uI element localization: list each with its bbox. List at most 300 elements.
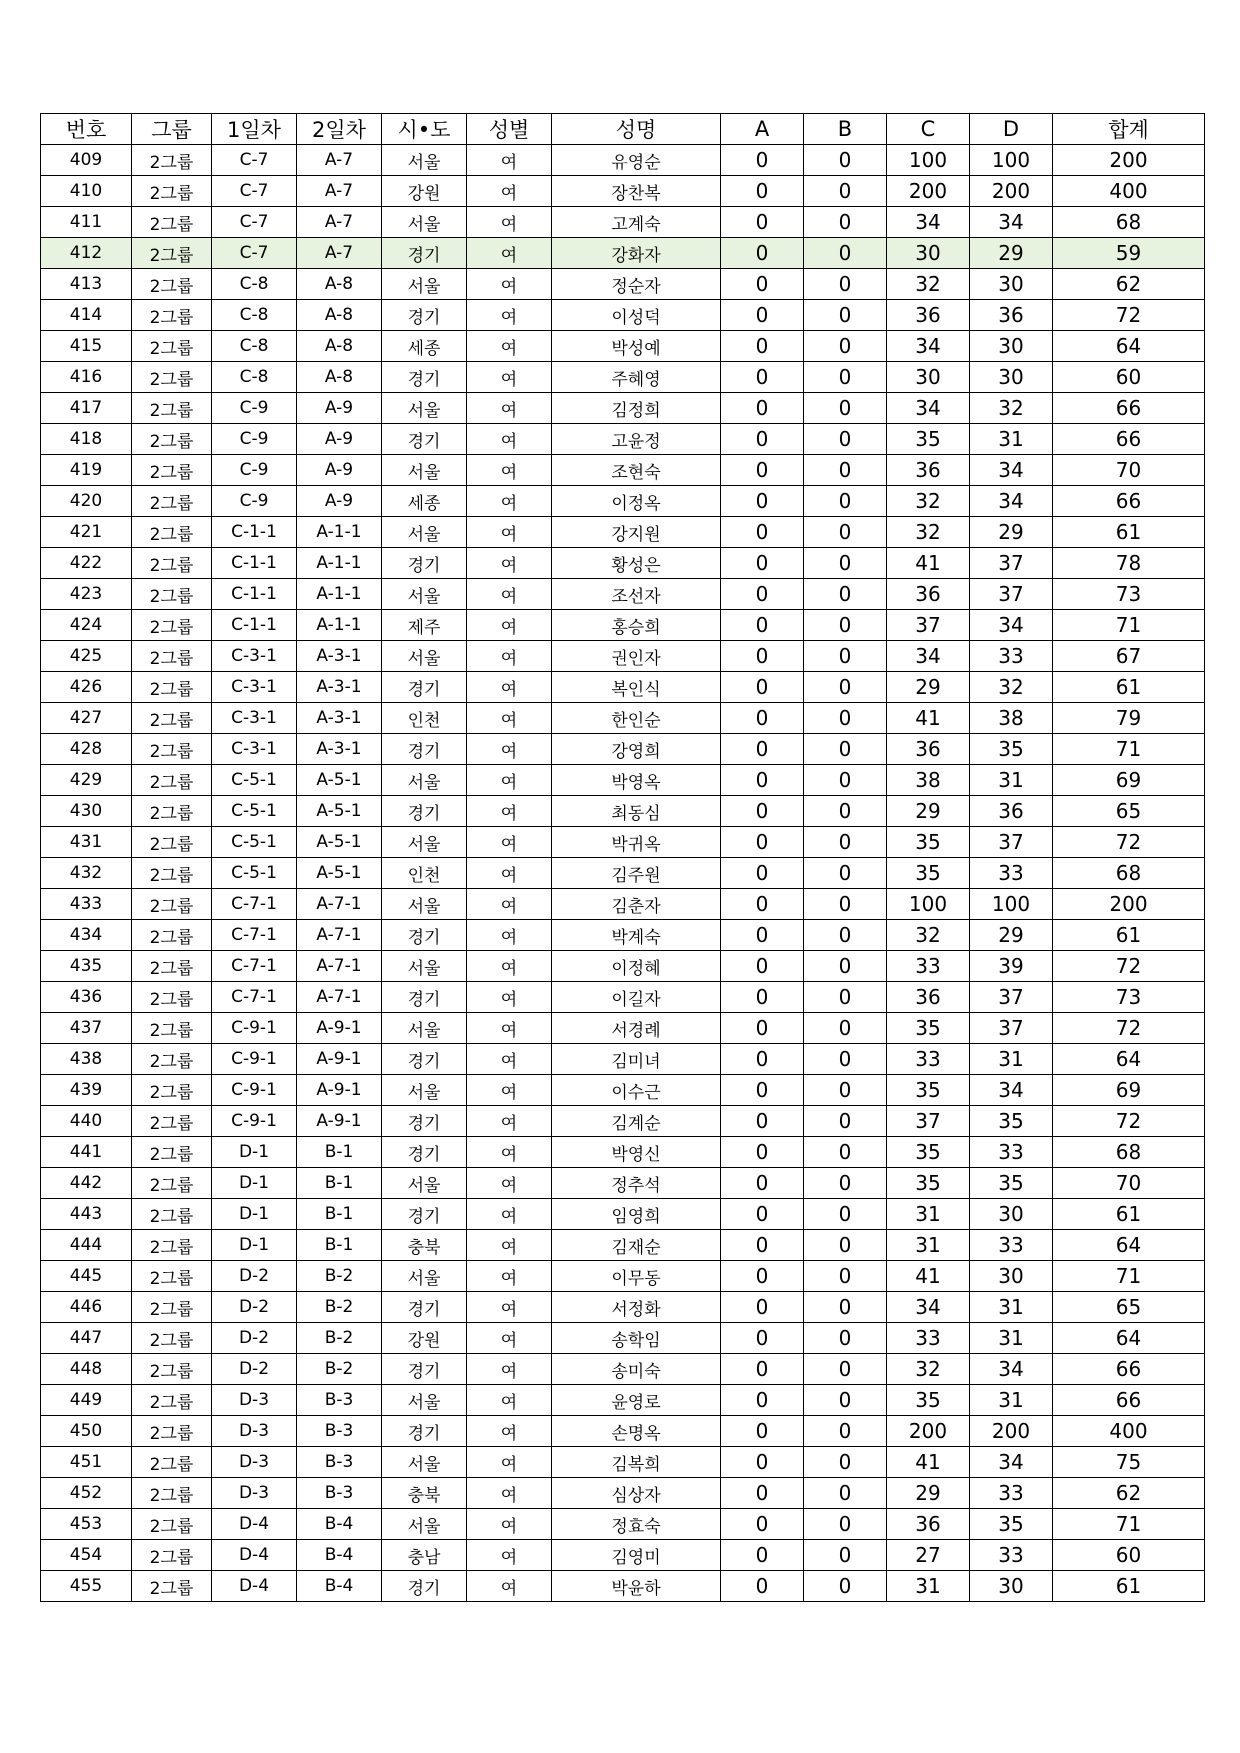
cell-score-c: 37 <box>887 1106 970 1137</box>
cell-group: 2그룹 <box>132 1385 212 1416</box>
cell-region: 경기 <box>382 238 467 269</box>
cell-day1: C-8 <box>212 362 297 393</box>
cell-score-a: 0 <box>721 827 804 858</box>
col-header-day1: 1일차 <box>212 114 297 145</box>
table-row <box>41 207 1205 238</box>
cell-score-c: 32 <box>887 920 970 951</box>
cell-day1: D-3 <box>212 1478 297 1509</box>
cell-total: 66 <box>1053 393 1205 424</box>
cell-score-b: 0 <box>804 1075 887 1106</box>
cell-group: 2그룹 <box>132 1540 212 1571</box>
cell-number: 409 <box>41 145 132 176</box>
score-table <box>40 113 1205 1602</box>
cell-score-b: 0 <box>804 734 887 765</box>
cell-gender: 여 <box>467 362 552 393</box>
cell-total: 68 <box>1053 858 1205 889</box>
cell-number: 428 <box>41 734 132 765</box>
cell-total: 65 <box>1053 796 1205 827</box>
cell-score-c: 35 <box>887 1013 970 1044</box>
cell-region: 경기 <box>382 734 467 765</box>
table-row <box>41 1261 1205 1292</box>
cell-score-a: 0 <box>721 1509 804 1540</box>
table-row <box>41 734 1205 765</box>
cell-total: 73 <box>1053 982 1205 1013</box>
cell-score-b: 0 <box>804 765 887 796</box>
cell-day2: A-9-1 <box>297 1044 382 1075</box>
cell-score-b: 0 <box>804 1261 887 1292</box>
cell-day2: B-4 <box>297 1509 382 1540</box>
cell-score-a: 0 <box>721 1540 804 1571</box>
cell-day1: C-8 <box>212 300 297 331</box>
cell-region: 강원 <box>382 1323 467 1354</box>
cell-score-c: 35 <box>887 424 970 455</box>
cell-day1: C-1-1 <box>212 579 297 610</box>
cell-day2: A-3-1 <box>297 703 382 734</box>
col-header-a: A <box>721 114 804 145</box>
cell-score-d: 32 <box>970 672 1053 703</box>
cell-region: 경기 <box>382 1354 467 1385</box>
cell-day2: A-1-1 <box>297 517 382 548</box>
table-row <box>41 331 1205 362</box>
cell-score-d: 29 <box>970 517 1053 548</box>
cell-day1: C-3-1 <box>212 672 297 703</box>
cell-day2: A-8 <box>297 300 382 331</box>
cell-region: 경기 <box>382 362 467 393</box>
cell-score-c: 35 <box>887 1168 970 1199</box>
cell-score-d: 100 <box>970 889 1053 920</box>
cell-total: 67 <box>1053 641 1205 672</box>
cell-group: 2그룹 <box>132 362 212 393</box>
cell-group: 2그룹 <box>132 641 212 672</box>
cell-gender: 여 <box>467 920 552 951</box>
cell-name: 송미숙 <box>552 1354 721 1385</box>
table-row <box>41 1478 1205 1509</box>
cell-score-c: 36 <box>887 579 970 610</box>
cell-group: 2그룹 <box>132 734 212 765</box>
cell-gender: 여 <box>467 765 552 796</box>
cell-number: 417 <box>41 393 132 424</box>
cell-score-a: 0 <box>721 300 804 331</box>
cell-day2: A-9 <box>297 393 382 424</box>
cell-score-a: 0 <box>721 1416 804 1447</box>
cell-region: 충남 <box>382 1540 467 1571</box>
cell-score-b: 0 <box>804 982 887 1013</box>
cell-day2: A-3-1 <box>297 734 382 765</box>
cell-score-b: 0 <box>804 424 887 455</box>
cell-number: 419 <box>41 455 132 486</box>
cell-gender: 여 <box>467 796 552 827</box>
cell-total: 64 <box>1053 1323 1205 1354</box>
cell-group: 2그룹 <box>132 827 212 858</box>
cell-score-a: 0 <box>721 362 804 393</box>
cell-gender: 여 <box>467 269 552 300</box>
cell-region: 서울 <box>382 1168 467 1199</box>
cell-score-d: 200 <box>970 176 1053 207</box>
cell-day1: D-1 <box>212 1168 297 1199</box>
cell-number: 423 <box>41 579 132 610</box>
cell-score-d: 29 <box>970 238 1053 269</box>
table-row <box>41 176 1205 207</box>
cell-total: 66 <box>1053 1354 1205 1385</box>
cell-score-a: 0 <box>721 1292 804 1323</box>
table-row <box>41 858 1205 889</box>
cell-name: 장찬복 <box>552 176 721 207</box>
table-row <box>41 951 1205 982</box>
cell-group: 2그룹 <box>132 1075 212 1106</box>
table-row <box>41 424 1205 455</box>
cell-score-b: 0 <box>804 145 887 176</box>
cell-name: 서경례 <box>552 1013 721 1044</box>
cell-score-c: 36 <box>887 982 970 1013</box>
cell-region: 서울 <box>382 889 467 920</box>
cell-day1: C-7-1 <box>212 982 297 1013</box>
cell-name: 이무동 <box>552 1261 721 1292</box>
cell-day2: A-5-1 <box>297 858 382 889</box>
cell-gender: 여 <box>467 889 552 920</box>
cell-score-d: 30 <box>970 362 1053 393</box>
table-row <box>41 269 1205 300</box>
table-row <box>41 393 1205 424</box>
cell-day2: B-2 <box>297 1292 382 1323</box>
cell-number: 416 <box>41 362 132 393</box>
cell-day1: C-7 <box>212 145 297 176</box>
cell-total: 200 <box>1053 145 1205 176</box>
cell-gender: 여 <box>467 1478 552 1509</box>
cell-score-d: 35 <box>970 1168 1053 1199</box>
cell-gender: 여 <box>467 1354 552 1385</box>
cell-day2: B-1 <box>297 1230 382 1261</box>
cell-score-c: 41 <box>887 1447 970 1478</box>
cell-number: 432 <box>41 858 132 889</box>
cell-score-b: 0 <box>804 1106 887 1137</box>
cell-number: 426 <box>41 672 132 703</box>
cell-score-b: 0 <box>804 703 887 734</box>
cell-name: 이수근 <box>552 1075 721 1106</box>
cell-day2: A-9-1 <box>297 1075 382 1106</box>
cell-total: 70 <box>1053 1168 1205 1199</box>
table-row <box>41 1013 1205 1044</box>
cell-score-c: 36 <box>887 300 970 331</box>
table-row <box>41 1540 1205 1571</box>
cell-gender: 여 <box>467 641 552 672</box>
cell-group: 2그룹 <box>132 765 212 796</box>
cell-day2: A-7 <box>297 207 382 238</box>
cell-gender: 여 <box>467 145 552 176</box>
cell-score-b: 0 <box>804 269 887 300</box>
cell-name: 강지원 <box>552 517 721 548</box>
cell-day2: B-3 <box>297 1478 382 1509</box>
cell-score-a: 0 <box>721 455 804 486</box>
cell-score-b: 0 <box>804 300 887 331</box>
cell-gender: 여 <box>467 1385 552 1416</box>
cell-score-d: 36 <box>970 300 1053 331</box>
cell-day1: C-1-1 <box>212 548 297 579</box>
cell-score-c: 31 <box>887 1230 970 1261</box>
cell-score-d: 29 <box>970 920 1053 951</box>
cell-score-d: 37 <box>970 827 1053 858</box>
cell-score-c: 32 <box>887 269 970 300</box>
cell-region: 제주 <box>382 610 467 641</box>
cell-score-b: 0 <box>804 827 887 858</box>
cell-total: 71 <box>1053 1509 1205 1540</box>
cell-score-b: 0 <box>804 796 887 827</box>
cell-gender: 여 <box>467 455 552 486</box>
cell-day2: A-5-1 <box>297 796 382 827</box>
cell-score-c: 31 <box>887 1199 970 1230</box>
cell-total: 61 <box>1053 672 1205 703</box>
cell-total: 71 <box>1053 1261 1205 1292</box>
cell-name: 김영미 <box>552 1540 721 1571</box>
table-row <box>41 1323 1205 1354</box>
cell-score-a: 0 <box>721 207 804 238</box>
cell-day1: D-2 <box>212 1261 297 1292</box>
cell-score-b: 0 <box>804 176 887 207</box>
cell-day1: C-7 <box>212 207 297 238</box>
cell-number: 439 <box>41 1075 132 1106</box>
table-row <box>41 1509 1205 1540</box>
cell-score-b: 0 <box>804 393 887 424</box>
cell-number: 415 <box>41 331 132 362</box>
cell-day1: C-9-1 <box>212 1106 297 1137</box>
cell-region: 서울 <box>382 579 467 610</box>
cell-score-d: 31 <box>970 1292 1053 1323</box>
cell-score-b: 0 <box>804 331 887 362</box>
cell-number: 445 <box>41 1261 132 1292</box>
cell-name: 김계순 <box>552 1106 721 1137</box>
cell-score-c: 41 <box>887 548 970 579</box>
cell-total: 60 <box>1053 362 1205 393</box>
cell-number: 431 <box>41 827 132 858</box>
table-row <box>41 145 1205 176</box>
cell-name: 유영순 <box>552 145 721 176</box>
cell-day2: A-8 <box>297 362 382 393</box>
cell-total: 62 <box>1053 1478 1205 1509</box>
cell-gender: 여 <box>467 1447 552 1478</box>
table-row <box>41 455 1205 486</box>
cell-day1: C-7-1 <box>212 951 297 982</box>
cell-score-d: 32 <box>970 393 1053 424</box>
cell-day1: C-1-1 <box>212 610 297 641</box>
cell-score-c: 35 <box>887 1137 970 1168</box>
cell-score-d: 30 <box>970 1199 1053 1230</box>
cell-gender: 여 <box>467 238 552 269</box>
cell-total: 64 <box>1053 1230 1205 1261</box>
cell-score-b: 0 <box>804 1509 887 1540</box>
cell-day1: C-9-1 <box>212 1075 297 1106</box>
cell-day1: D-4 <box>212 1509 297 1540</box>
table-row <box>41 1168 1205 1199</box>
cell-gender: 여 <box>467 1106 552 1137</box>
cell-score-c: 32 <box>887 1354 970 1385</box>
cell-score-a: 0 <box>721 1075 804 1106</box>
cell-score-a: 0 <box>721 486 804 517</box>
cell-group: 2그룹 <box>132 455 212 486</box>
cell-gender: 여 <box>467 672 552 703</box>
cell-gender: 여 <box>467 827 552 858</box>
cell-group: 2그룹 <box>132 920 212 951</box>
cell-region: 서울 <box>382 145 467 176</box>
cell-group: 2그룹 <box>132 1447 212 1478</box>
cell-region: 세종 <box>382 331 467 362</box>
cell-score-c: 38 <box>887 765 970 796</box>
cell-total: 61 <box>1053 920 1205 951</box>
cell-day2: B-1 <box>297 1168 382 1199</box>
cell-score-d: 33 <box>970 1230 1053 1261</box>
cell-score-a: 0 <box>721 1230 804 1261</box>
cell-day2: A-7-1 <box>297 951 382 982</box>
cell-gender: 여 <box>467 858 552 889</box>
col-header-group: 그룹 <box>132 114 212 145</box>
cell-score-a: 0 <box>721 1261 804 1292</box>
table-row <box>41 1571 1205 1602</box>
cell-day2: A-9 <box>297 486 382 517</box>
cell-score-b: 0 <box>804 238 887 269</box>
col-header-b: B <box>804 114 887 145</box>
cell-name: 김정희 <box>552 393 721 424</box>
cell-number: 413 <box>41 269 132 300</box>
cell-total: 64 <box>1053 331 1205 362</box>
cell-score-b: 0 <box>804 951 887 982</box>
cell-group: 2그룹 <box>132 393 212 424</box>
cell-number: 438 <box>41 1044 132 1075</box>
cell-score-b: 0 <box>804 1540 887 1571</box>
cell-score-b: 0 <box>804 1478 887 1509</box>
table-row <box>41 1447 1205 1478</box>
cell-number: 421 <box>41 517 132 548</box>
cell-number: 422 <box>41 548 132 579</box>
table-row <box>41 765 1205 796</box>
cell-day1: D-2 <box>212 1354 297 1385</box>
cell-day1: D-1 <box>212 1199 297 1230</box>
cell-score-d: 34 <box>970 455 1053 486</box>
cell-total: 59 <box>1053 238 1205 269</box>
cell-region: 충북 <box>382 1230 467 1261</box>
cell-score-d: 31 <box>970 1385 1053 1416</box>
cell-day2: A-9-1 <box>297 1106 382 1137</box>
cell-group: 2그룹 <box>132 1509 212 1540</box>
col-header-total: 합계 <box>1053 114 1205 145</box>
cell-score-c: 35 <box>887 1075 970 1106</box>
cell-region: 경기 <box>382 1106 467 1137</box>
cell-region: 서울 <box>382 1261 467 1292</box>
cell-score-c: 29 <box>887 672 970 703</box>
cell-score-c: 32 <box>887 486 970 517</box>
cell-name: 김춘자 <box>552 889 721 920</box>
cell-day2: A-3-1 <box>297 672 382 703</box>
cell-name: 김주원 <box>552 858 721 889</box>
cell-name: 고윤정 <box>552 424 721 455</box>
cell-name: 홍승희 <box>552 610 721 641</box>
cell-day1: C-8 <box>212 331 297 362</box>
cell-number: 442 <box>41 1168 132 1199</box>
cell-group: 2그룹 <box>132 517 212 548</box>
cell-group: 2그룹 <box>132 1199 212 1230</box>
cell-region: 서울 <box>382 827 467 858</box>
cell-region: 서울 <box>382 269 467 300</box>
cell-score-d: 31 <box>970 424 1053 455</box>
cell-day1: D-3 <box>212 1447 297 1478</box>
col-header-d: D <box>970 114 1053 145</box>
cell-region: 서울 <box>382 1385 467 1416</box>
cell-group: 2그룹 <box>132 269 212 300</box>
cell-gender: 여 <box>467 1044 552 1075</box>
cell-score-a: 0 <box>721 548 804 579</box>
cell-day1: C-8 <box>212 269 297 300</box>
cell-score-b: 0 <box>804 1571 887 1602</box>
cell-score-a: 0 <box>721 1478 804 1509</box>
cell-day2: A-7 <box>297 238 382 269</box>
cell-region: 경기 <box>382 300 467 331</box>
cell-gender: 여 <box>467 951 552 982</box>
cell-gender: 여 <box>467 1137 552 1168</box>
cell-number: 434 <box>41 920 132 951</box>
cell-group: 2그룹 <box>132 796 212 827</box>
cell-group: 2그룹 <box>132 176 212 207</box>
cell-score-a: 0 <box>721 1168 804 1199</box>
cell-score-c: 32 <box>887 517 970 548</box>
cell-gender: 여 <box>467 1292 552 1323</box>
cell-name: 권인자 <box>552 641 721 672</box>
cell-score-b: 0 <box>804 641 887 672</box>
cell-score-a: 0 <box>721 610 804 641</box>
cell-score-c: 30 <box>887 362 970 393</box>
cell-score-b: 0 <box>804 207 887 238</box>
cell-score-d: 37 <box>970 579 1053 610</box>
cell-score-a: 0 <box>721 1323 804 1354</box>
cell-group: 2그룹 <box>132 1106 212 1137</box>
cell-day1: C-5-1 <box>212 796 297 827</box>
cell-group: 2그룹 <box>132 207 212 238</box>
cell-score-c: 34 <box>887 331 970 362</box>
cell-name: 손명옥 <box>552 1416 721 1447</box>
cell-region: 서울 <box>382 1447 467 1478</box>
cell-number: 450 <box>41 1416 132 1447</box>
cell-region: 경기 <box>382 796 467 827</box>
cell-gender: 여 <box>467 207 552 238</box>
cell-total: 71 <box>1053 610 1205 641</box>
cell-group: 2그룹 <box>132 858 212 889</box>
col-header-region: 시•도 <box>382 114 467 145</box>
table-row <box>41 1292 1205 1323</box>
cell-region: 경기 <box>382 982 467 1013</box>
cell-number: 447 <box>41 1323 132 1354</box>
cell-score-d: 100 <box>970 145 1053 176</box>
cell-total: 66 <box>1053 1385 1205 1416</box>
cell-region: 서울 <box>382 517 467 548</box>
cell-day1: C-7 <box>212 176 297 207</box>
cell-score-b: 0 <box>804 486 887 517</box>
cell-number: 453 <box>41 1509 132 1540</box>
cell-score-c: 41 <box>887 1261 970 1292</box>
cell-group: 2그룹 <box>132 1013 212 1044</box>
cell-day2: A-3-1 <box>297 641 382 672</box>
cell-group: 2그룹 <box>132 703 212 734</box>
cell-group: 2그룹 <box>132 889 212 920</box>
cell-day2: A-5-1 <box>297 827 382 858</box>
cell-number: 443 <box>41 1199 132 1230</box>
cell-region: 서울 <box>382 765 467 796</box>
cell-score-c: 37 <box>887 610 970 641</box>
cell-score-d: 31 <box>970 1044 1053 1075</box>
cell-day2: A-1-1 <box>297 610 382 641</box>
cell-number: 430 <box>41 796 132 827</box>
cell-day1: D-3 <box>212 1385 297 1416</box>
cell-score-a: 0 <box>721 1199 804 1230</box>
cell-day1: C-9-1 <box>212 1013 297 1044</box>
table-row <box>41 1075 1205 1106</box>
cell-score-b: 0 <box>804 858 887 889</box>
cell-day1: C-7 <box>212 238 297 269</box>
